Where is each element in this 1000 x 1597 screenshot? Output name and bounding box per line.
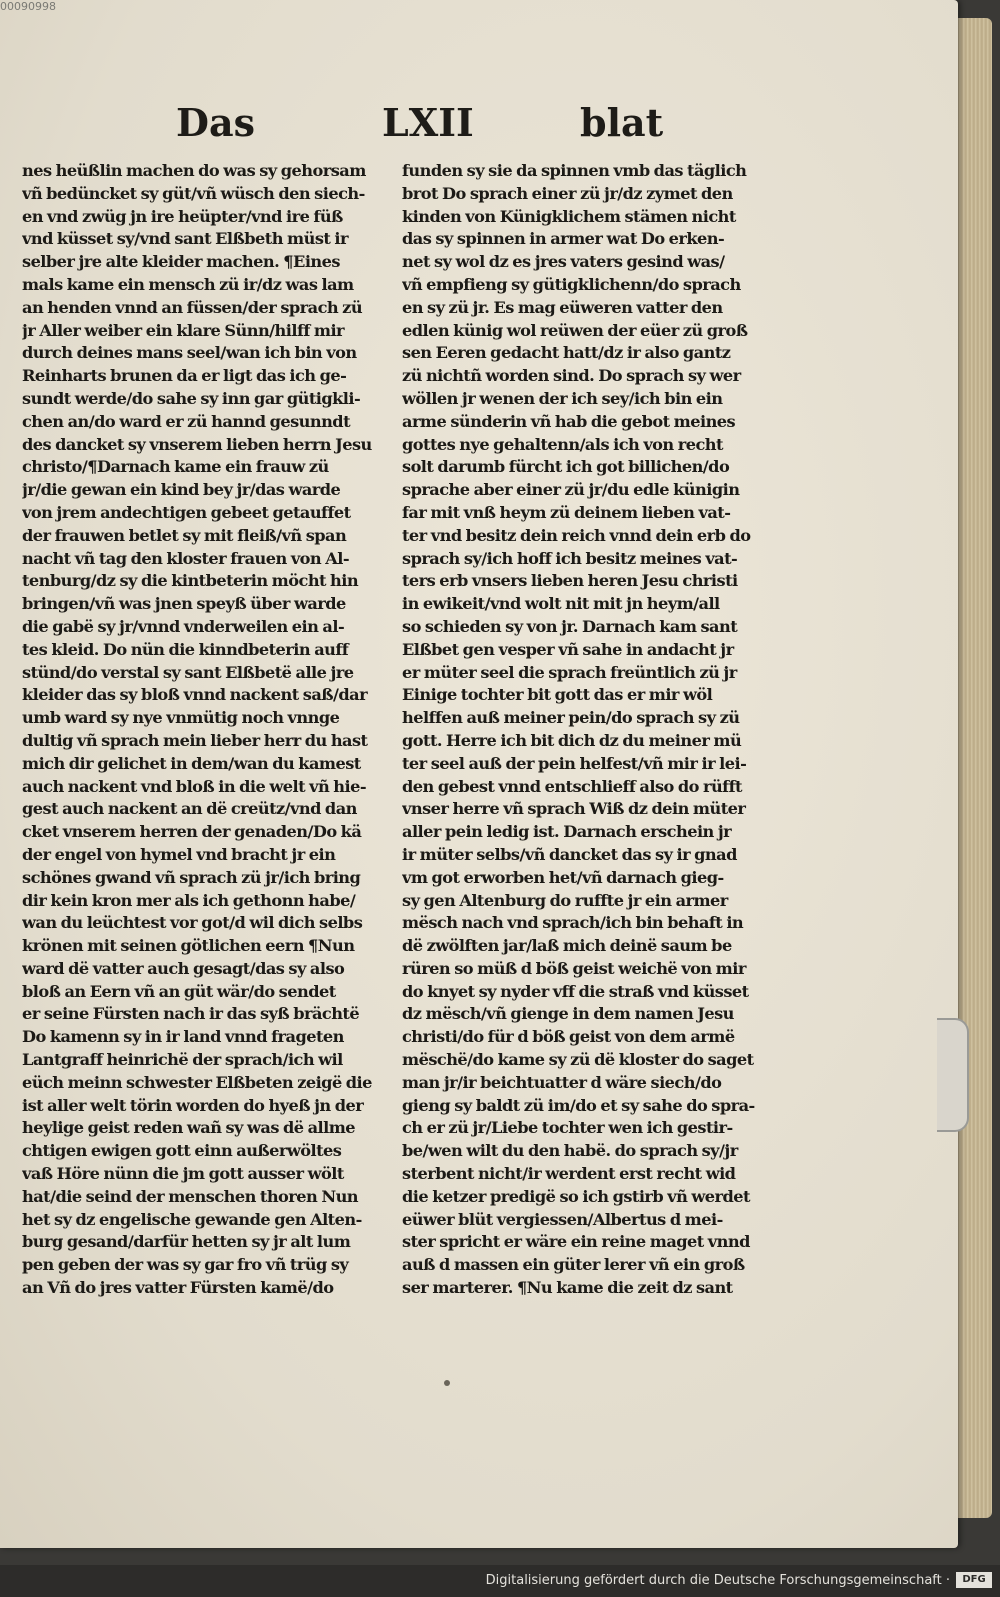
text-line: in ewikeit/vnd wolt nit mit jn heym/all	[402, 594, 720, 614]
text-line: zü nichtñ worden sind. Do sprach sy wer	[402, 366, 741, 386]
text-line: gottes nye gehaltenn/als ich von recht	[402, 434, 723, 454]
text-line: ward dë vatter auch gesagt/das sy also	[22, 958, 345, 978]
dfg-logo: DFG	[956, 1572, 992, 1588]
text-line: sterbent nicht/ir werdent erst recht wid	[402, 1164, 736, 1184]
text-line: en sy zü jr. Es mag eüweren vatter den	[402, 297, 723, 317]
page-mark	[444, 1380, 450, 1386]
text-line: vm got erworben het/vñ darnach gieg-	[402, 867, 724, 887]
text-line: Reinharts brunen da er ligt das ich ge-	[22, 366, 347, 386]
text-line: von jrem andechtigen gebeet getauffet	[22, 502, 351, 522]
text-line: burg gesand/darfür hetten sy jr alt lum	[22, 1232, 351, 1252]
text-line: kinden von Künigklichem stämen nicht	[402, 206, 736, 226]
text-line: Elßbet gen vesper vñ sahe in andacht jr	[402, 639, 734, 659]
text-line: bringen/vñ was jnen speyß über warde	[22, 594, 346, 614]
text-line: Einige tochter bit gott das er mir wöl	[402, 685, 713, 705]
bookmark-tab	[937, 1018, 969, 1132]
text-line: auch nackent vnd bloß in die welt vñ hie-	[22, 776, 367, 796]
text-line: nacht vñ tag den kloster frauen von Al-	[22, 548, 350, 568]
left-column	[22, 160, 392, 1300]
text-line: ser marterer. ¶Nu kame die zeit dz sant	[402, 1278, 733, 1298]
folio-number: LXII	[382, 100, 474, 145]
text-line: man jr/ir beichtuatter d wäre siech/do	[402, 1072, 722, 1092]
text-line: aller pein ledig ist. Darnach erschein jr	[402, 822, 732, 842]
text-line: christo/¶Darnach kame ein frauw zü	[22, 457, 329, 477]
text-line: ster spricht er wäre ein reine maget vnnd	[402, 1232, 750, 1252]
text-line: sundt werde/do sahe sy inn gar gütigkli-	[22, 388, 361, 408]
text-line: selber jre alte kleider machen. ¶Eines	[22, 252, 340, 272]
text-line: christi/do für d böß geist von dem armë	[402, 1027, 735, 1047]
text-line: brot Do sprach einer zü jr/dz zymet den	[402, 183, 733, 203]
text-line: umb ward sy nye vnmütig noch vnnge	[22, 708, 340, 728]
footer-bar	[0, 1565, 1000, 1597]
text-line: eüwer blüt vergiessen/Albertus d mei-	[402, 1209, 723, 1229]
page-edges	[952, 18, 992, 1518]
text-line: des dancket sy vnserem lieben herrn Jesu	[22, 434, 372, 454]
text-line: wöllen jr wenen der ich sey/ich bin ein	[402, 388, 723, 408]
text-line: mich dir gelichet in dem/wan du kamest	[22, 753, 361, 773]
text-line: Do kamenn sy in ir land vnnd frageten	[22, 1027, 344, 1047]
text-line: dë zwölften jar/laß mich deinë saum be	[402, 936, 732, 956]
text-line: hat/die seind der menschen thoren Nun	[22, 1186, 359, 1206]
text-line: die ketzer predigë so ich gstirb vñ werdet	[402, 1186, 750, 1206]
text-line: bloß an Eern vñ an güt wär/do sendet	[22, 981, 336, 1001]
text-line: dz mësch/vñ gienge in dem namen Jesu	[402, 1004, 734, 1024]
text-line: so schieden sy von jr. Darnach kam sant	[402, 616, 738, 636]
header-left: Das	[176, 100, 255, 145]
text-line: gieng sy baldt zü im/do et sy sahe do spra-	[402, 1095, 755, 1115]
text-line: vaß Höre nünn die jm gott ausser wölt	[22, 1164, 344, 1184]
text-line: die gabë sy jr/vnnd vnderweilen ein al-	[22, 616, 345, 636]
text-line: Lantgraff heinrichë der sprach/ich wil	[22, 1050, 343, 1070]
right-column	[402, 160, 772, 1300]
text-line: cket vnserem herren der genaden/Do kä	[22, 822, 362, 842]
text-line: tenburg/dz sy die kintbeterin möcht hin	[22, 571, 359, 591]
text-line: schönes gwand vñ sprach zü jr/ich bring	[22, 867, 361, 887]
text-line: das sy spinnen in armer wat Do erken-	[402, 229, 725, 249]
text-line: eüch meinn schwester Elßbeten zeigë die	[22, 1072, 372, 1092]
running-header	[0, 100, 958, 150]
text-line: het sy dz engelische gewande gen Alten-	[22, 1209, 362, 1229]
text-line: net sy wol dz es jres vaters gesind was/	[402, 252, 725, 272]
text-line: ter seel auß der pein helfest/vñ mir ir lei-	[402, 753, 747, 773]
text-line: far mit vnß heym zü deinem lieben vat-	[402, 502, 731, 522]
text-line: vnd küsset sy/vnd sant Elßbeth müst ir	[22, 229, 348, 249]
text-line: sprach sy/ich hoff ich besitz meines vat-	[402, 548, 738, 568]
text-line: sy gen Altenburg do ruffte jr ein armer	[402, 890, 728, 910]
text-line: jr/die gewan ein kind bey jr/das warde	[22, 480, 341, 500]
text-line: vñ empfieng sy gütigklichenn/do sprach	[402, 274, 741, 294]
text-line: auß d massen ein güter lerer vñ ein groß	[402, 1255, 745, 1275]
text-line: chen an/do ward er zü hannd gesunndt	[22, 411, 351, 431]
text-line: vñ bedüncket sy güt/vñ wüsch den siech-	[22, 183, 365, 203]
text-line: jr Aller weiber ein klare Sünn/hilff mir	[22, 320, 345, 340]
text-line: sen Eeren gedacht hatt/dz ir also gantz	[402, 343, 731, 363]
text-line: stünd/do verstal sy sant Elßbetë alle jre	[22, 662, 354, 682]
text-line: funden sy sie da spinnen vmb das täglich	[402, 161, 747, 180]
text-line: den gebest vnnd entschlieff also do rüfft	[402, 776, 742, 796]
header-right: blat	[580, 100, 664, 145]
text-line: arme sünderin vñ hab die gebot meines	[402, 411, 736, 431]
text-line: an Vñ do jres vatter Fürsten kamë/do	[22, 1278, 334, 1298]
text-line: tes kleid. Do nün die kinndbeterin auff	[22, 639, 349, 659]
scan-id: 00090998	[0, 0, 56, 13]
text-line: edlen künig wol reüwen der eüer zü groß	[402, 320, 748, 340]
text-line: kleider das sy bloß vnnd nackent saß/dar	[22, 685, 368, 705]
text-line: an henden vnnd an füssen/der sprach zü	[22, 297, 363, 317]
text-line: gott. Herre ich bit dich dz du meiner mü	[402, 730, 742, 750]
text-line: rüren so müß d böß geist weichë von mir	[402, 958, 746, 978]
text-line: ist aller welt törin worden do hyeß jn der	[22, 1095, 364, 1115]
text-line: krönen mit seinen götlichen eern ¶Nun	[22, 936, 355, 956]
text-line: dir kein kron mer als ich gethonn habe/	[22, 890, 356, 910]
text-line: mësch nach vnd sprach/ich bin behaft in	[402, 913, 744, 933]
text-line: durch deines mans seel/wan ich bin von	[22, 343, 357, 363]
text-line: heylige geist reden wañ sy was dë allme	[22, 1118, 356, 1138]
text-line: mëschë/do kame sy zü dë kloster do saget	[402, 1050, 754, 1070]
text-line: helffen auß meiner pein/do sprach sy zü	[402, 708, 740, 728]
text-line: ters erb vnsers lieben heren Jesu christi	[402, 571, 738, 591]
text-line: do knyet sy nyder vff die straß vnd küsset	[402, 981, 749, 1001]
text-line: en vnd zwüg jn ire heüpter/vnd ire füß	[22, 206, 343, 226]
text-line: dultig vñ sprach mein lieber herr du hast	[22, 730, 368, 750]
text-line: er seine Fürsten nach ir das syß brächtë	[22, 1004, 360, 1024]
text-line: be/wen wilt du den habë. do sprach sy/jr	[402, 1141, 738, 1161]
text-line: solt darumb fürcht ich got billichen/do	[402, 457, 730, 477]
text-line: gest auch nackent an dë creütz/vnd dan	[22, 799, 357, 819]
text-line: nes heüßlin machen do was sy gehorsam	[22, 161, 366, 180]
text-line: ch er zü jr/Liebe tochter wen ich gestir-	[402, 1118, 733, 1138]
text-line: ir müter selbs/vñ dancket das sy ir gnad	[402, 844, 737, 864]
text-line: pen geben der was sy gar fro vñ trüg sy	[22, 1255, 349, 1275]
text-line: der frauwen betlet sy mit fleiß/vñ span	[22, 525, 347, 545]
text-line: chtigen ewigen gott einn außerwöltes	[22, 1141, 342, 1161]
text-line: sprache aber einer zü jr/du edle künigin	[402, 480, 740, 500]
text-line: der engel von hymel vnd bracht jr ein	[22, 844, 336, 864]
text-line: vnser herre vñ sprach Wiß dz dein müter	[402, 799, 746, 819]
footer-credit: Digitalisierung gefördert durch die Deutsche Forschungsgemeinschaft ·	[485, 1573, 950, 1588]
text-line: wan du leüchtest vor got/d wil dich selbs	[22, 913, 363, 933]
text-line: ter vnd besitz dein reich vnnd dein erb do	[402, 525, 751, 545]
text-line: er müter seel die sprach freüntlich zü jr	[402, 662, 737, 682]
text-line: mals kame ein mensch zü ir/dz was lam	[22, 274, 354, 294]
